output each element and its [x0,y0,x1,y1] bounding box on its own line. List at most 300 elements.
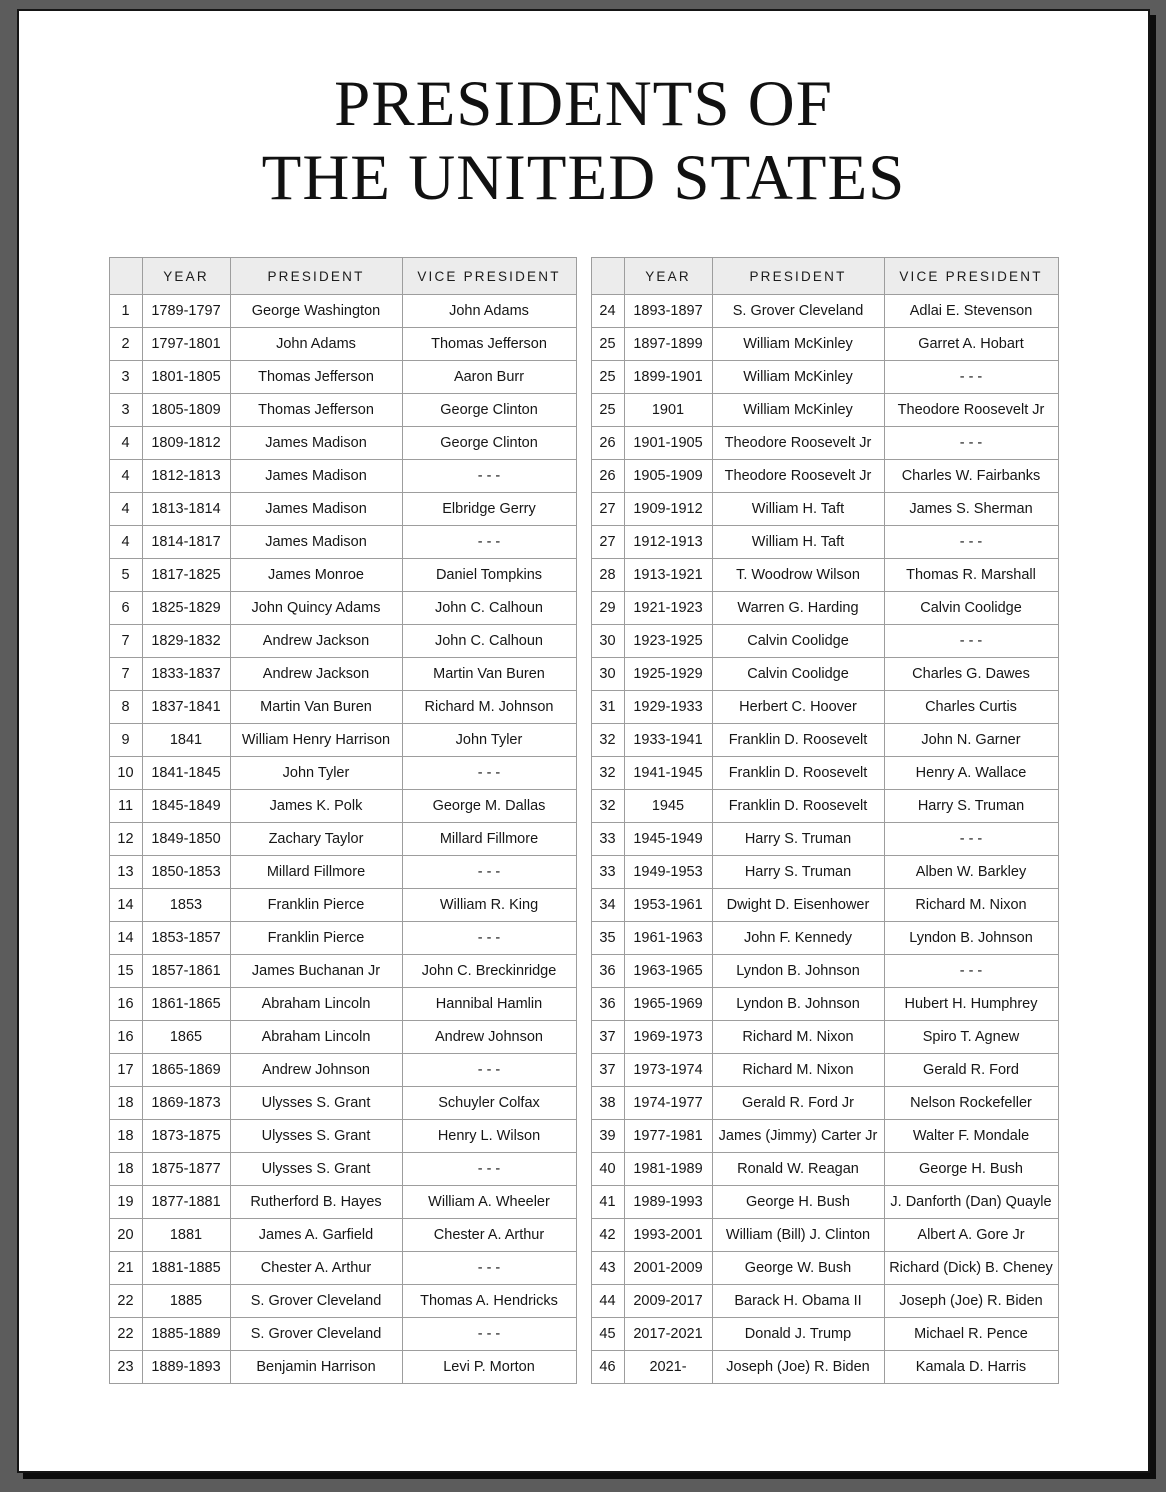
table-row [591,559,1058,592]
row-number-cell: 4 [109,427,142,460]
table-row [591,493,1058,526]
year-cell: 1841 [142,724,230,757]
vice-president-cell: Daniel Tompkins [402,559,576,592]
table-row [591,1186,1058,1219]
year-cell: 1849-1850 [142,823,230,856]
tables-container [19,257,1148,1384]
president-cell: James Madison [230,460,402,493]
row-number-cell: 25 [591,328,624,361]
table-row [109,1021,576,1054]
vice-president-cell: Michael R. Pence [884,1318,1058,1351]
year-cell: 1809-1812 [142,427,230,460]
vice-president-cell: Richard (Dick) B. Cheney [884,1252,1058,1285]
president-cell: Lyndon B. Johnson [712,955,884,988]
row-number-cell: 40 [591,1153,624,1186]
president-cell: Zachary Taylor [230,823,402,856]
vice-president-cell: Aaron Burr [402,361,576,394]
row-number-cell: 16 [109,1021,142,1054]
president-cell: William (Bill) J. Clinton [712,1219,884,1252]
president-cell: Franklin Pierce [230,922,402,955]
row-number-cell: 27 [591,493,624,526]
year-cell: 1841-1845 [142,757,230,790]
president-cell: James Monroe [230,559,402,592]
row-number-cell: 7 [109,625,142,658]
year-cell: 1861-1865 [142,988,230,1021]
year-cell: 1865-1869 [142,1054,230,1087]
vice-president-cell: Albert A. Gore Jr [884,1219,1058,1252]
row-number-cell: 37 [591,1021,624,1054]
header-row [591,258,1058,295]
president-cell: Theodore Roosevelt Jr [712,460,884,493]
year-cell: 1912-1913 [624,526,712,559]
table-row [591,1252,1058,1285]
table-row [109,1252,576,1285]
vice-president-cell: Kamala D. Harris [884,1351,1058,1384]
row-number-cell: 23 [109,1351,142,1384]
year-cell: 1885 [142,1285,230,1318]
president-cell: Andrew Johnson [230,1054,402,1087]
vice-president-column-header: VICE PRESIDENT [402,258,576,295]
year-cell: 1857-1861 [142,955,230,988]
row-number-cell: 6 [109,592,142,625]
year-cell: 1901 [624,394,712,427]
row-number-cell: 37 [591,1054,624,1087]
table-row [591,988,1058,1021]
year-cell: 1881 [142,1219,230,1252]
vice-president-cell: John N. Garner [884,724,1058,757]
president-cell: Thomas Jefferson [230,361,402,394]
table-row [109,592,576,625]
president-cell: Lyndon B. Johnson [712,988,884,1021]
president-cell: John F. Kennedy [712,922,884,955]
president-cell: Ulysses S. Grant [230,1087,402,1120]
year-cell: 1925-1929 [624,658,712,691]
row-number-cell: 3 [109,361,142,394]
table-row [591,790,1058,823]
year-cell: 1833-1837 [142,658,230,691]
president-cell: John Quincy Adams [230,592,402,625]
row-number-cell: 14 [109,889,142,922]
president-cell: Andrew Jackson [230,658,402,691]
row-number-cell: 13 [109,856,142,889]
vice-president-cell: George M. Dallas [402,790,576,823]
table-row [109,658,576,691]
vice-president-cell: Henry L. Wilson [402,1120,576,1153]
table-row [591,856,1058,889]
vice-president-cell: George Clinton [402,394,576,427]
row-number-cell: 42 [591,1219,624,1252]
table-row [591,526,1058,559]
table-row [591,757,1058,790]
vice-president-cell: - - - [884,823,1058,856]
table-row [591,295,1058,328]
president-cell: Benjamin Harrison [230,1351,402,1384]
table-row [591,955,1058,988]
row-number-cell: 30 [591,625,624,658]
year-cell: 1897-1899 [624,328,712,361]
row-number-cell: 9 [109,724,142,757]
year-cell: 1974-1977 [624,1087,712,1120]
president-cell: George H. Bush [712,1186,884,1219]
year-cell: 1981-1989 [624,1153,712,1186]
row-number-cell: 18 [109,1120,142,1153]
row-number-cell: 17 [109,1054,142,1087]
president-cell: T. Woodrow Wilson [712,559,884,592]
vice-president-cell: - - - [402,1054,576,1087]
president-cell: William H. Taft [712,526,884,559]
vice-president-cell: - - - [402,1318,576,1351]
vice-president-cell: Hannibal Hamlin [402,988,576,1021]
table-row [109,295,576,328]
page-title [19,67,1148,215]
vice-president-cell: Chester A. Arthur [402,1219,576,1252]
president-cell: George W. Bush [712,1252,884,1285]
vice-president-cell: Andrew Johnson [402,1021,576,1054]
president-cell: Theodore Roosevelt Jr [712,427,884,460]
president-cell: S. Grover Cleveland [712,295,884,328]
vice-president-cell: Lyndon B. Johnson [884,922,1058,955]
row-number-cell: 18 [109,1153,142,1186]
year-cell: 1949-1953 [624,856,712,889]
vice-president-cell: Theodore Roosevelt Jr [884,394,1058,427]
table-row [109,955,576,988]
row-number-cell: 26 [591,427,624,460]
year-cell: 1945-1949 [624,823,712,856]
year-cell: 1993-2001 [624,1219,712,1252]
row-number-cell: 3 [109,394,142,427]
vice-president-cell: James S. Sherman [884,493,1058,526]
year-cell: 1969-1973 [624,1021,712,1054]
year-cell: 1899-1901 [624,361,712,394]
row-number-cell: 19 [109,1186,142,1219]
table-row [591,1021,1058,1054]
table-row [109,757,576,790]
vice-president-cell: - - - [884,361,1058,394]
year-cell: 1901-1905 [624,427,712,460]
vice-president-cell: John C. Calhoun [402,592,576,625]
president-cell: George Washington [230,295,402,328]
row-number-cell: 30 [591,658,624,691]
president-cell: John Adams [230,328,402,361]
row-number-cell: 20 [109,1219,142,1252]
table-row [109,526,576,559]
table-row [109,1351,576,1384]
vice-president-cell: - - - [402,1252,576,1285]
row-number-cell: 4 [109,526,142,559]
row-number-cell: 2 [109,328,142,361]
row-number-cell: 31 [591,691,624,724]
table-row [591,658,1058,691]
president-cell: Joseph (Joe) R. Biden [712,1351,884,1384]
year-cell: 1853 [142,889,230,922]
table-row [109,823,576,856]
vice-president-column-header: VICE PRESIDENT [884,258,1058,295]
row-number-cell: 18 [109,1087,142,1120]
vice-president-cell: - - - [884,526,1058,559]
vice-president-cell: Calvin Coolidge [884,592,1058,625]
table-row [109,1087,576,1120]
president-cell: Franklin Pierce [230,889,402,922]
table-row [591,625,1058,658]
table-row [591,592,1058,625]
president-cell: Gerald R. Ford Jr [712,1087,884,1120]
president-cell: Franklin D. Roosevelt [712,724,884,757]
vice-president-cell: - - - [402,526,576,559]
president-cell: Chester A. Arthur [230,1252,402,1285]
year-cell: 1965-1969 [624,988,712,1021]
row-number-cell: 22 [109,1318,142,1351]
year-cell: 1989-1993 [624,1186,712,1219]
president-cell: Calvin Coolidge [712,625,884,658]
row-number-cell: 15 [109,955,142,988]
vice-president-cell: - - - [884,955,1058,988]
table-row [109,394,576,427]
row-number-cell: 38 [591,1087,624,1120]
president-cell: Barack H. Obama II [712,1285,884,1318]
president-cell: Thomas Jefferson [230,394,402,427]
table-body-right [591,295,1058,1384]
year-cell: 2017-2021 [624,1318,712,1351]
president-cell: Ronald W. Reagan [712,1153,884,1186]
vice-president-cell: John C. Breckinridge [402,955,576,988]
table-row [591,1054,1058,1087]
year-cell: 1829-1832 [142,625,230,658]
year-cell: 1877-1881 [142,1186,230,1219]
year-cell: 1885-1889 [142,1318,230,1351]
table-row [591,724,1058,757]
table-row [591,823,1058,856]
row-number-cell: 25 [591,394,624,427]
year-cell: 1812-1813 [142,460,230,493]
table-body-left [109,295,576,1384]
vice-president-cell: Thomas A. Hendricks [402,1285,576,1318]
table-row [109,1153,576,1186]
table-row [109,856,576,889]
year-cell: 1869-1873 [142,1087,230,1120]
number-column-header [109,258,142,295]
table-row [109,493,576,526]
title-line-1: PRESIDENTS OF [334,68,833,140]
year-cell: 1913-1921 [624,559,712,592]
year-cell: 1973-1974 [624,1054,712,1087]
row-number-cell: 25 [591,361,624,394]
row-number-cell: 16 [109,988,142,1021]
presidents-table-left [109,257,577,1384]
year-cell: 1881-1885 [142,1252,230,1285]
table-row [591,1285,1058,1318]
row-number-cell: 11 [109,790,142,823]
row-number-cell: 33 [591,823,624,856]
year-cell: 1813-1814 [142,493,230,526]
president-cell: Abraham Lincoln [230,988,402,1021]
president-cell: Herbert C. Hoover [712,691,884,724]
year-cell: 2009-2017 [624,1285,712,1318]
president-cell: Richard M. Nixon [712,1021,884,1054]
year-cell: 1873-1875 [142,1120,230,1153]
vice-president-cell: J. Danforth (Dan) Quayle [884,1186,1058,1219]
year-cell: 1941-1945 [624,757,712,790]
document-page [17,9,1150,1473]
president-column-header: PRESIDENT [230,258,402,295]
row-number-cell: 4 [109,460,142,493]
presidents-table-right [591,257,1059,1384]
row-number-cell: 27 [591,526,624,559]
table-row [109,988,576,1021]
row-number-cell: 8 [109,691,142,724]
row-number-cell: 14 [109,922,142,955]
year-cell: 1963-1965 [624,955,712,988]
vice-president-cell: George H. Bush [884,1153,1058,1186]
vice-president-cell: Charles G. Dawes [884,658,1058,691]
president-cell: S. Grover Cleveland [230,1285,402,1318]
vice-president-cell: Millard Fillmore [402,823,576,856]
table-row [591,460,1058,493]
president-cell: John Tyler [230,757,402,790]
president-cell: Millard Fillmore [230,856,402,889]
year-cell: 1977-1981 [624,1120,712,1153]
year-cell: 1953-1961 [624,889,712,922]
president-cell: Harry S. Truman [712,823,884,856]
row-number-cell: 46 [591,1351,624,1384]
table-row [109,559,576,592]
president-cell: Rutherford B. Hayes [230,1186,402,1219]
vice-president-cell: - - - [402,460,576,493]
year-column-header: YEAR [624,258,712,295]
year-column-header: YEAR [142,258,230,295]
vice-president-cell: - - - [884,625,1058,658]
year-cell: 2001-2009 [624,1252,712,1285]
president-cell: Harry S. Truman [712,856,884,889]
president-cell: Franklin D. Roosevelt [712,757,884,790]
vice-president-cell: Harry S. Truman [884,790,1058,823]
row-number-cell: 44 [591,1285,624,1318]
president-cell: James Madison [230,493,402,526]
year-cell: 1789-1797 [142,295,230,328]
vice-president-cell: - - - [402,1153,576,1186]
president-cell: S. Grover Cleveland [230,1318,402,1351]
table-row [591,361,1058,394]
row-number-cell: 34 [591,889,624,922]
president-cell: James Buchanan Jr [230,955,402,988]
year-cell: 1801-1805 [142,361,230,394]
table-row [591,691,1058,724]
year-cell: 1961-1963 [624,922,712,955]
president-cell: Ulysses S. Grant [230,1120,402,1153]
vice-president-cell: Spiro T. Agnew [884,1021,1058,1054]
table-row [109,460,576,493]
president-cell: Richard M. Nixon [712,1054,884,1087]
president-cell: William McKinley [712,394,884,427]
table-row [109,361,576,394]
president-cell: William H. Taft [712,493,884,526]
vice-president-cell: Elbridge Gerry [402,493,576,526]
table-row [109,691,576,724]
table-row [591,922,1058,955]
number-column-header [591,258,624,295]
vice-president-cell: Henry A. Wallace [884,757,1058,790]
year-cell: 1865 [142,1021,230,1054]
vice-president-cell: William R. King [402,889,576,922]
table-row [109,328,576,361]
row-number-cell: 33 [591,856,624,889]
year-cell: 1933-1941 [624,724,712,757]
president-cell: Andrew Jackson [230,625,402,658]
vice-president-cell: Levi P. Morton [402,1351,576,1384]
table-row [591,328,1058,361]
row-number-cell: 12 [109,823,142,856]
vice-president-cell: Richard M. Nixon [884,889,1058,922]
year-cell: 1797-1801 [142,328,230,361]
row-number-cell: 32 [591,757,624,790]
year-cell: 1945 [624,790,712,823]
president-cell: James A. Garfield [230,1219,402,1252]
table-row [109,790,576,823]
row-number-cell: 28 [591,559,624,592]
table-row [591,427,1058,460]
row-number-cell: 7 [109,658,142,691]
row-number-cell: 26 [591,460,624,493]
vice-president-cell: Charles W. Fairbanks [884,460,1058,493]
year-cell: 1805-1809 [142,394,230,427]
vice-president-cell: Thomas Jefferson [402,328,576,361]
row-number-cell: 32 [591,724,624,757]
year-cell: 1837-1841 [142,691,230,724]
row-number-cell: 43 [591,1252,624,1285]
vice-president-cell: William A. Wheeler [402,1186,576,1219]
vice-president-cell: Hubert H. Humphrey [884,988,1058,1021]
table-row [591,1351,1058,1384]
row-number-cell: 22 [109,1285,142,1318]
vice-president-cell: Adlai E. Stevenson [884,295,1058,328]
president-cell: Abraham Lincoln [230,1021,402,1054]
vice-president-cell: Richard M. Johnson [402,691,576,724]
table-row [591,1087,1058,1120]
vice-president-cell: - - - [402,757,576,790]
year-cell: 1825-1829 [142,592,230,625]
president-cell: William McKinley [712,361,884,394]
vice-president-cell: Gerald R. Ford [884,1054,1058,1087]
table-row [109,1120,576,1153]
header-row [109,258,576,295]
year-cell: 1893-1897 [624,295,712,328]
year-cell: 1814-1817 [142,526,230,559]
row-number-cell: 39 [591,1120,624,1153]
year-cell: 1889-1893 [142,1351,230,1384]
table-row [109,889,576,922]
vice-president-cell: Alben W. Barkley [884,856,1058,889]
row-number-cell: 21 [109,1252,142,1285]
year-cell: 1850-1853 [142,856,230,889]
president-cell: James (Jimmy) Carter Jr [712,1120,884,1153]
row-number-cell: 41 [591,1186,624,1219]
year-cell: 1875-1877 [142,1153,230,1186]
table-row [109,1186,576,1219]
table-row [109,1318,576,1351]
table-row [109,1285,576,1318]
table-row [109,427,576,460]
vice-president-cell: - - - [884,427,1058,460]
table-row [591,1120,1058,1153]
table-row [109,922,576,955]
president-cell: James K. Polk [230,790,402,823]
president-cell: Ulysses S. Grant [230,1153,402,1186]
table-row [591,1318,1058,1351]
vice-president-cell: John C. Calhoun [402,625,576,658]
row-number-cell: 32 [591,790,624,823]
table-row [591,889,1058,922]
row-number-cell: 5 [109,559,142,592]
vice-president-cell: Joseph (Joe) R. Biden [884,1285,1058,1318]
